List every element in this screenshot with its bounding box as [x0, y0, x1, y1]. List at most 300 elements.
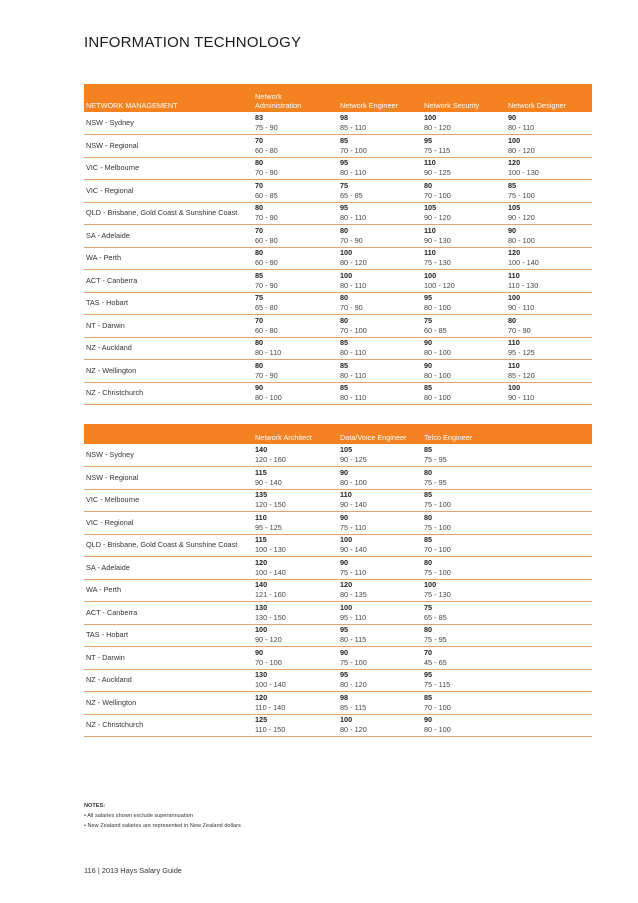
notes [84, 801, 241, 831]
salary-typical: 100 [340, 248, 353, 258]
salary-typical: 120 [508, 248, 521, 258]
salary-cell [338, 360, 422, 383]
salary-cell [338, 180, 422, 203]
salary-cell [506, 624, 592, 647]
table-row [84, 534, 592, 557]
salary-typical: 100 [340, 602, 353, 612]
salary-typical: 80 [255, 158, 264, 168]
salary-range: 70 - 100 [255, 657, 282, 667]
salary-cell [506, 669, 592, 692]
salary-typical: 83 [255, 113, 264, 122]
salary-range: 70 - 100 [340, 325, 367, 335]
salary-typical: 98 [340, 113, 349, 122]
salary-cell [253, 489, 338, 512]
salary-range: 75 - 110 [340, 567, 367, 577]
table-row [84, 602, 592, 625]
salary-typical: 95 [424, 135, 433, 145]
salary-cell [253, 557, 338, 580]
location-cell: SA - Adelaide [86, 562, 130, 572]
salary-cell [422, 534, 506, 557]
salary-range: 80 - 135 [340, 590, 367, 600]
salary-typical: 95 [340, 625, 349, 635]
salary-cell [422, 714, 506, 737]
table-row [84, 382, 592, 405]
salary-range: 90 - 140 [340, 500, 367, 510]
salary-cell [338, 157, 422, 180]
salary-typical: 80 [424, 557, 433, 567]
salary-cell [338, 270, 422, 293]
salary-cell [422, 202, 506, 225]
salary-cell [506, 579, 592, 602]
salary-typical: 110 [424, 158, 436, 168]
salary-cell [422, 112, 506, 135]
salary-typical: 115 [255, 535, 267, 545]
salary-cell [253, 360, 338, 383]
salary-typical: 115 [255, 467, 267, 477]
salary-range: 70 - 100 [340, 145, 367, 155]
salary-cell [422, 337, 506, 360]
salary-typical: 80 [340, 225, 349, 235]
column-header: Data/Voice Engineer [340, 433, 407, 442]
table-row [84, 692, 592, 715]
salary-cell [422, 444, 506, 467]
salary-typical: 110 [508, 360, 520, 370]
salary-typical: 80 [255, 360, 264, 370]
table-row [84, 112, 592, 135]
table-row [84, 360, 592, 383]
salary-cell [506, 602, 592, 625]
salary-typical: 75 [340, 180, 349, 190]
salary-typical: 90 [424, 715, 433, 725]
salary-typical: 100 [424, 580, 437, 590]
salary-range: 80 - 110 [340, 393, 367, 403]
salary-cell [506, 315, 592, 338]
salary-cell [338, 202, 422, 225]
salary-cell [506, 489, 592, 512]
page-footer: 116 | 2013 Hays Salary Guide [84, 866, 182, 875]
salary-cell [338, 669, 422, 692]
location-cell: NZ - Wellington [86, 365, 137, 375]
salary-range: 85 - 110 [340, 123, 367, 132]
salary-cell [422, 579, 506, 602]
network-roles-table [84, 424, 592, 737]
salary-range: 75 - 110 [340, 522, 367, 532]
table-row [84, 444, 592, 467]
salary-range: 90 - 130 [424, 235, 451, 245]
salary-cell [422, 512, 506, 535]
salary-cell [506, 534, 592, 557]
salary-cell [253, 512, 338, 535]
location-cell: TAS - Hobart [86, 630, 129, 640]
salary-range: 90 - 140 [255, 477, 282, 487]
salary-range: 70 - 100 [424, 702, 451, 712]
salary-range: 60 - 90 [255, 258, 278, 268]
salary-cell [506, 247, 592, 270]
salary-range: 100 - 130 [255, 545, 286, 555]
salary-cell [338, 602, 422, 625]
salary-cell [338, 112, 422, 135]
salary-cell [506, 180, 592, 203]
table-row [84, 337, 592, 360]
salary-cell [506, 512, 592, 535]
salary-range: 70 - 90 [508, 325, 531, 335]
salary-cell [422, 315, 506, 338]
salary-typical: 140 [255, 445, 268, 454]
salary-range: 90 - 140 [340, 545, 367, 555]
table-row [84, 180, 592, 203]
salary-range: 90 - 125 [340, 455, 367, 464]
salary-range: 80 - 100 [508, 235, 535, 245]
salary-range: 80 - 110 [255, 348, 282, 358]
salary-cell [253, 292, 338, 315]
salary-range: 80 - 120 [424, 123, 451, 132]
salary-typical: 70 [255, 180, 264, 190]
salary-range: 80 - 110 [340, 213, 367, 223]
table-row [84, 557, 592, 580]
salary-typical: 85 [424, 445, 433, 454]
salary-cell [422, 382, 506, 405]
salary-cell [253, 534, 338, 557]
salary-range: 90 - 120 [424, 213, 451, 223]
salary-cell [253, 135, 338, 158]
salary-cell [253, 669, 338, 692]
salary-cell [253, 692, 338, 715]
salary-cell [253, 315, 338, 338]
salary-typical: 85 [340, 135, 349, 145]
salary-range: 85 - 120 [508, 370, 535, 380]
salary-typical: 80 [340, 315, 349, 325]
salary-range: 60 - 80 [255, 235, 278, 245]
salary-cell [506, 202, 592, 225]
salary-cell [338, 489, 422, 512]
salary-cell [338, 692, 422, 715]
salary-cell [338, 534, 422, 557]
salary-range: 70 - 90 [340, 303, 363, 313]
salary-cell [506, 135, 592, 158]
salary-cell [338, 647, 422, 670]
salary-cell [506, 225, 592, 248]
salary-range: 70 - 90 [255, 280, 278, 290]
table-row [84, 512, 592, 535]
salary-cell [338, 624, 422, 647]
salary-cell [338, 714, 422, 737]
salary-range: 90 - 110 [508, 393, 535, 403]
salary-range: 75 - 90 [255, 123, 278, 132]
salary-typical: 70 [255, 135, 264, 145]
salary-typical: 90 [340, 512, 349, 522]
salary-cell [422, 270, 506, 293]
column-header: Network Designer [508, 101, 566, 110]
salary-typical: 80 [255, 248, 264, 258]
salary-range: 110 - 150 [255, 725, 286, 735]
salary-range: 75 - 115 [424, 680, 451, 690]
note-item: • New Zealand salaries are represented in New Zealand dollars [84, 823, 241, 829]
salary-cell [253, 382, 338, 405]
salary-cell [253, 624, 338, 647]
salary-range: 60 - 85 [424, 325, 447, 335]
salary-cell [338, 225, 422, 248]
location-cell: VIC - Regional [86, 185, 134, 195]
salary-typical: 110 [340, 490, 352, 500]
salary-typical: 85 [424, 692, 433, 702]
salary-cell [253, 157, 338, 180]
salary-typical: 90 [255, 647, 264, 657]
salary-range: 60 - 80 [255, 325, 278, 335]
column-header: NETWORK MANAGEMENT [86, 101, 178, 110]
note-item: • All salaries shown exclude superannuation [84, 813, 193, 819]
salary-cell [253, 247, 338, 270]
salary-typical: 100 [508, 383, 521, 393]
salary-typical: 95 [424, 293, 433, 303]
table-row [84, 579, 592, 602]
salary-typical: 85 [424, 535, 433, 545]
salary-typical: 75 [424, 602, 433, 612]
location-cell: WA - Perth [86, 253, 122, 263]
salary-range: 120 - 160 [255, 455, 286, 464]
salary-cell [422, 624, 506, 647]
salary-cell [338, 579, 422, 602]
location-cell: TAS - Hobart [86, 298, 129, 308]
salary-typical: 100 [340, 270, 353, 280]
salary-typical: 125 [255, 715, 268, 725]
salary-range: 75 - 115 [424, 145, 451, 155]
salary-typical: 80 [255, 338, 264, 348]
salary-typical: 135 [255, 490, 268, 500]
salary-range: 60 - 85 [255, 190, 278, 200]
salary-range: 75 - 95 [424, 455, 447, 464]
salary-range: 70 - 90 [340, 235, 363, 245]
salary-cell [338, 557, 422, 580]
salary-typical: 120 [340, 580, 353, 590]
column-header: Network Security [424, 101, 480, 110]
salary-typical: 85 [424, 490, 433, 500]
salary-range: 65 - 85 [340, 190, 363, 200]
salary-cell [422, 180, 506, 203]
location-cell: SA - Adelaide [86, 230, 130, 240]
salary-range: 95 - 125 [255, 522, 282, 532]
salary-typical: 80 [424, 180, 433, 190]
salary-range: 110 - 140 [255, 702, 286, 712]
salary-typical: 85 [424, 383, 433, 393]
salary-typical: 110 [424, 248, 436, 258]
salary-cell [338, 247, 422, 270]
table-row [84, 467, 592, 490]
salary-typical: 80 [255, 203, 264, 213]
location-cell: ACT - Canberra [86, 275, 138, 285]
salary-typical: 85 [340, 338, 349, 348]
page-title: INFORMATION TECHNOLOGY [84, 34, 302, 51]
salary-cell [422, 292, 506, 315]
salary-cell [422, 557, 506, 580]
table-row [84, 714, 592, 737]
location-cell: NSW - Sydney [86, 118, 134, 127]
salary-typical: 100 [508, 293, 521, 303]
salary-typical: 85 [340, 383, 349, 393]
salary-cell [253, 444, 338, 467]
salary-range: 75 - 100 [508, 190, 535, 200]
salary-range: 75 - 95 [424, 635, 447, 645]
salary-cell [422, 467, 506, 490]
salary-cell [422, 602, 506, 625]
location-cell: NZ - Christchurch [86, 388, 144, 398]
salary-range: 120 - 150 [255, 500, 286, 510]
salary-cell [253, 714, 338, 737]
salary-typical: 90 [255, 383, 264, 393]
salary-cell [338, 337, 422, 360]
salary-cell [422, 157, 506, 180]
salary-range: 80 - 120 [340, 680, 367, 690]
salary-typical: 105 [424, 203, 437, 213]
salary-range: 80 - 110 [340, 280, 367, 290]
location-cell: NT - Darwin [86, 652, 125, 662]
salary-cell [338, 512, 422, 535]
network-management-table [84, 84, 592, 405]
salary-typical: 110 [508, 270, 520, 280]
salary-typical: 100 [424, 113, 437, 122]
salary-typical: 110 [508, 338, 520, 348]
salary-range: 130 - 150 [255, 612, 286, 622]
salary-typical: 95 [424, 670, 433, 680]
salary-cell [338, 444, 422, 467]
salary-range: 75 - 100 [340, 657, 367, 667]
salary-cell [422, 669, 506, 692]
salary-range: 80 - 100 [255, 393, 282, 403]
salary-cell [506, 382, 592, 405]
salary-cell [338, 292, 422, 315]
table-row [84, 157, 592, 180]
table-row [84, 270, 592, 293]
location-cell: NZ - Christchurch [86, 720, 144, 730]
salary-range: 75 - 95 [424, 477, 447, 487]
salary-cell [506, 112, 592, 135]
salary-typical: 95 [340, 158, 349, 168]
salary-range: 65 - 80 [255, 303, 278, 313]
salary-range: 80 - 110 [508, 123, 535, 132]
salary-cell [422, 225, 506, 248]
salary-typical: 90 [340, 557, 349, 567]
salary-cell [253, 337, 338, 360]
salary-cell [338, 382, 422, 405]
salary-cell [506, 360, 592, 383]
salary-range: 70 - 90 [255, 213, 278, 223]
location-cell: NT - Darwin [86, 320, 125, 330]
salary-range: 100 - 140 [255, 680, 286, 690]
salary-range: 70 - 100 [424, 190, 451, 200]
table-row [84, 135, 592, 158]
salary-typical: 90 [508, 225, 517, 235]
location-cell: WA - Perth [86, 585, 122, 595]
location-cell: NZ - Auckland [86, 343, 132, 353]
salary-cell [506, 647, 592, 670]
salary-cell [338, 467, 422, 490]
salary-typical: 90 [424, 360, 433, 370]
salary-cell [506, 337, 592, 360]
salary-typical: 110 [424, 225, 436, 235]
salary-cell [253, 579, 338, 602]
salary-typical: 70 [424, 647, 433, 657]
salary-cell [422, 489, 506, 512]
salary-range: 75 - 100 [424, 500, 451, 510]
column-header [84, 424, 253, 444]
salary-range: 70 - 90 [255, 168, 278, 178]
salary-range: 121 - 160 [255, 590, 286, 600]
salary-range: 100 - 120 [424, 280, 455, 290]
salary-range: 80 - 100 [340, 477, 367, 487]
salary-cell [506, 444, 592, 467]
salary-typical: 130 [255, 670, 268, 680]
location-cell: NZ - Wellington [86, 697, 137, 707]
salary-cell [253, 180, 338, 203]
location-cell: NSW - Regional [86, 472, 139, 482]
salary-cell [506, 557, 592, 580]
salary-range: 80 - 110 [340, 370, 367, 380]
table-row [84, 202, 592, 225]
salary-typical: 80 [424, 467, 433, 477]
salary-typical: 120 [508, 158, 521, 168]
salary-range: 95 - 110 [340, 612, 367, 622]
salary-range: 100 - 140 [255, 567, 286, 577]
salary-typical: 120 [255, 692, 268, 702]
table-header-row [84, 84, 592, 112]
salary-range: 90 - 125 [424, 168, 451, 178]
salary-range: 75 - 130 [424, 590, 451, 600]
salary-typical: 80 [340, 293, 349, 303]
table-header-row [84, 424, 592, 444]
salary-range: 80 - 100 [424, 370, 451, 380]
salary-range: 90 - 120 [508, 213, 535, 223]
table-row [84, 225, 592, 248]
table-row [84, 669, 592, 692]
table-row [84, 624, 592, 647]
salary-range: 80 - 110 [340, 168, 367, 178]
location-cell: QLD - Brisbane, Gold Coast & Sunshine Coast [86, 540, 238, 550]
salary-cell [253, 270, 338, 293]
salary-cell [253, 112, 338, 135]
salary-typical: 80 [508, 315, 517, 325]
salary-range: 100 - 130 [508, 168, 539, 178]
location-cell: NSW - Sydney [86, 450, 134, 459]
salary-range: 80 - 120 [340, 725, 367, 735]
salary-range: 60 - 80 [255, 145, 278, 155]
salary-range: 70 - 100 [424, 545, 451, 555]
salary-cell [253, 647, 338, 670]
salary-cell [506, 692, 592, 715]
salary-typical: 100 [424, 270, 437, 280]
salary-cell [253, 225, 338, 248]
salary-range: 80 - 115 [340, 635, 367, 645]
column-header: Network Administration [255, 92, 302, 110]
salary-typical: 85 [508, 180, 517, 190]
salary-cell [506, 270, 592, 293]
salary-typical: 105 [508, 203, 521, 213]
salary-typical: 95 [340, 670, 349, 680]
salary-cell [506, 467, 592, 490]
salary-typical: 75 [255, 293, 264, 303]
notes-title: NOTES: [84, 803, 106, 809]
table-row [84, 315, 592, 338]
salary-range: 80 - 120 [340, 258, 367, 268]
table-row [84, 647, 592, 670]
table-row [84, 292, 592, 315]
salary-cell [338, 135, 422, 158]
salary-range: 80 - 100 [424, 393, 451, 403]
column-header [506, 424, 592, 444]
column-header: Network Engineer [340, 101, 398, 110]
table-row [84, 247, 592, 270]
salary-typical: 95 [340, 203, 349, 213]
location-cell: ACT - Canberra [86, 607, 138, 617]
salary-typical: 85 [340, 360, 349, 370]
